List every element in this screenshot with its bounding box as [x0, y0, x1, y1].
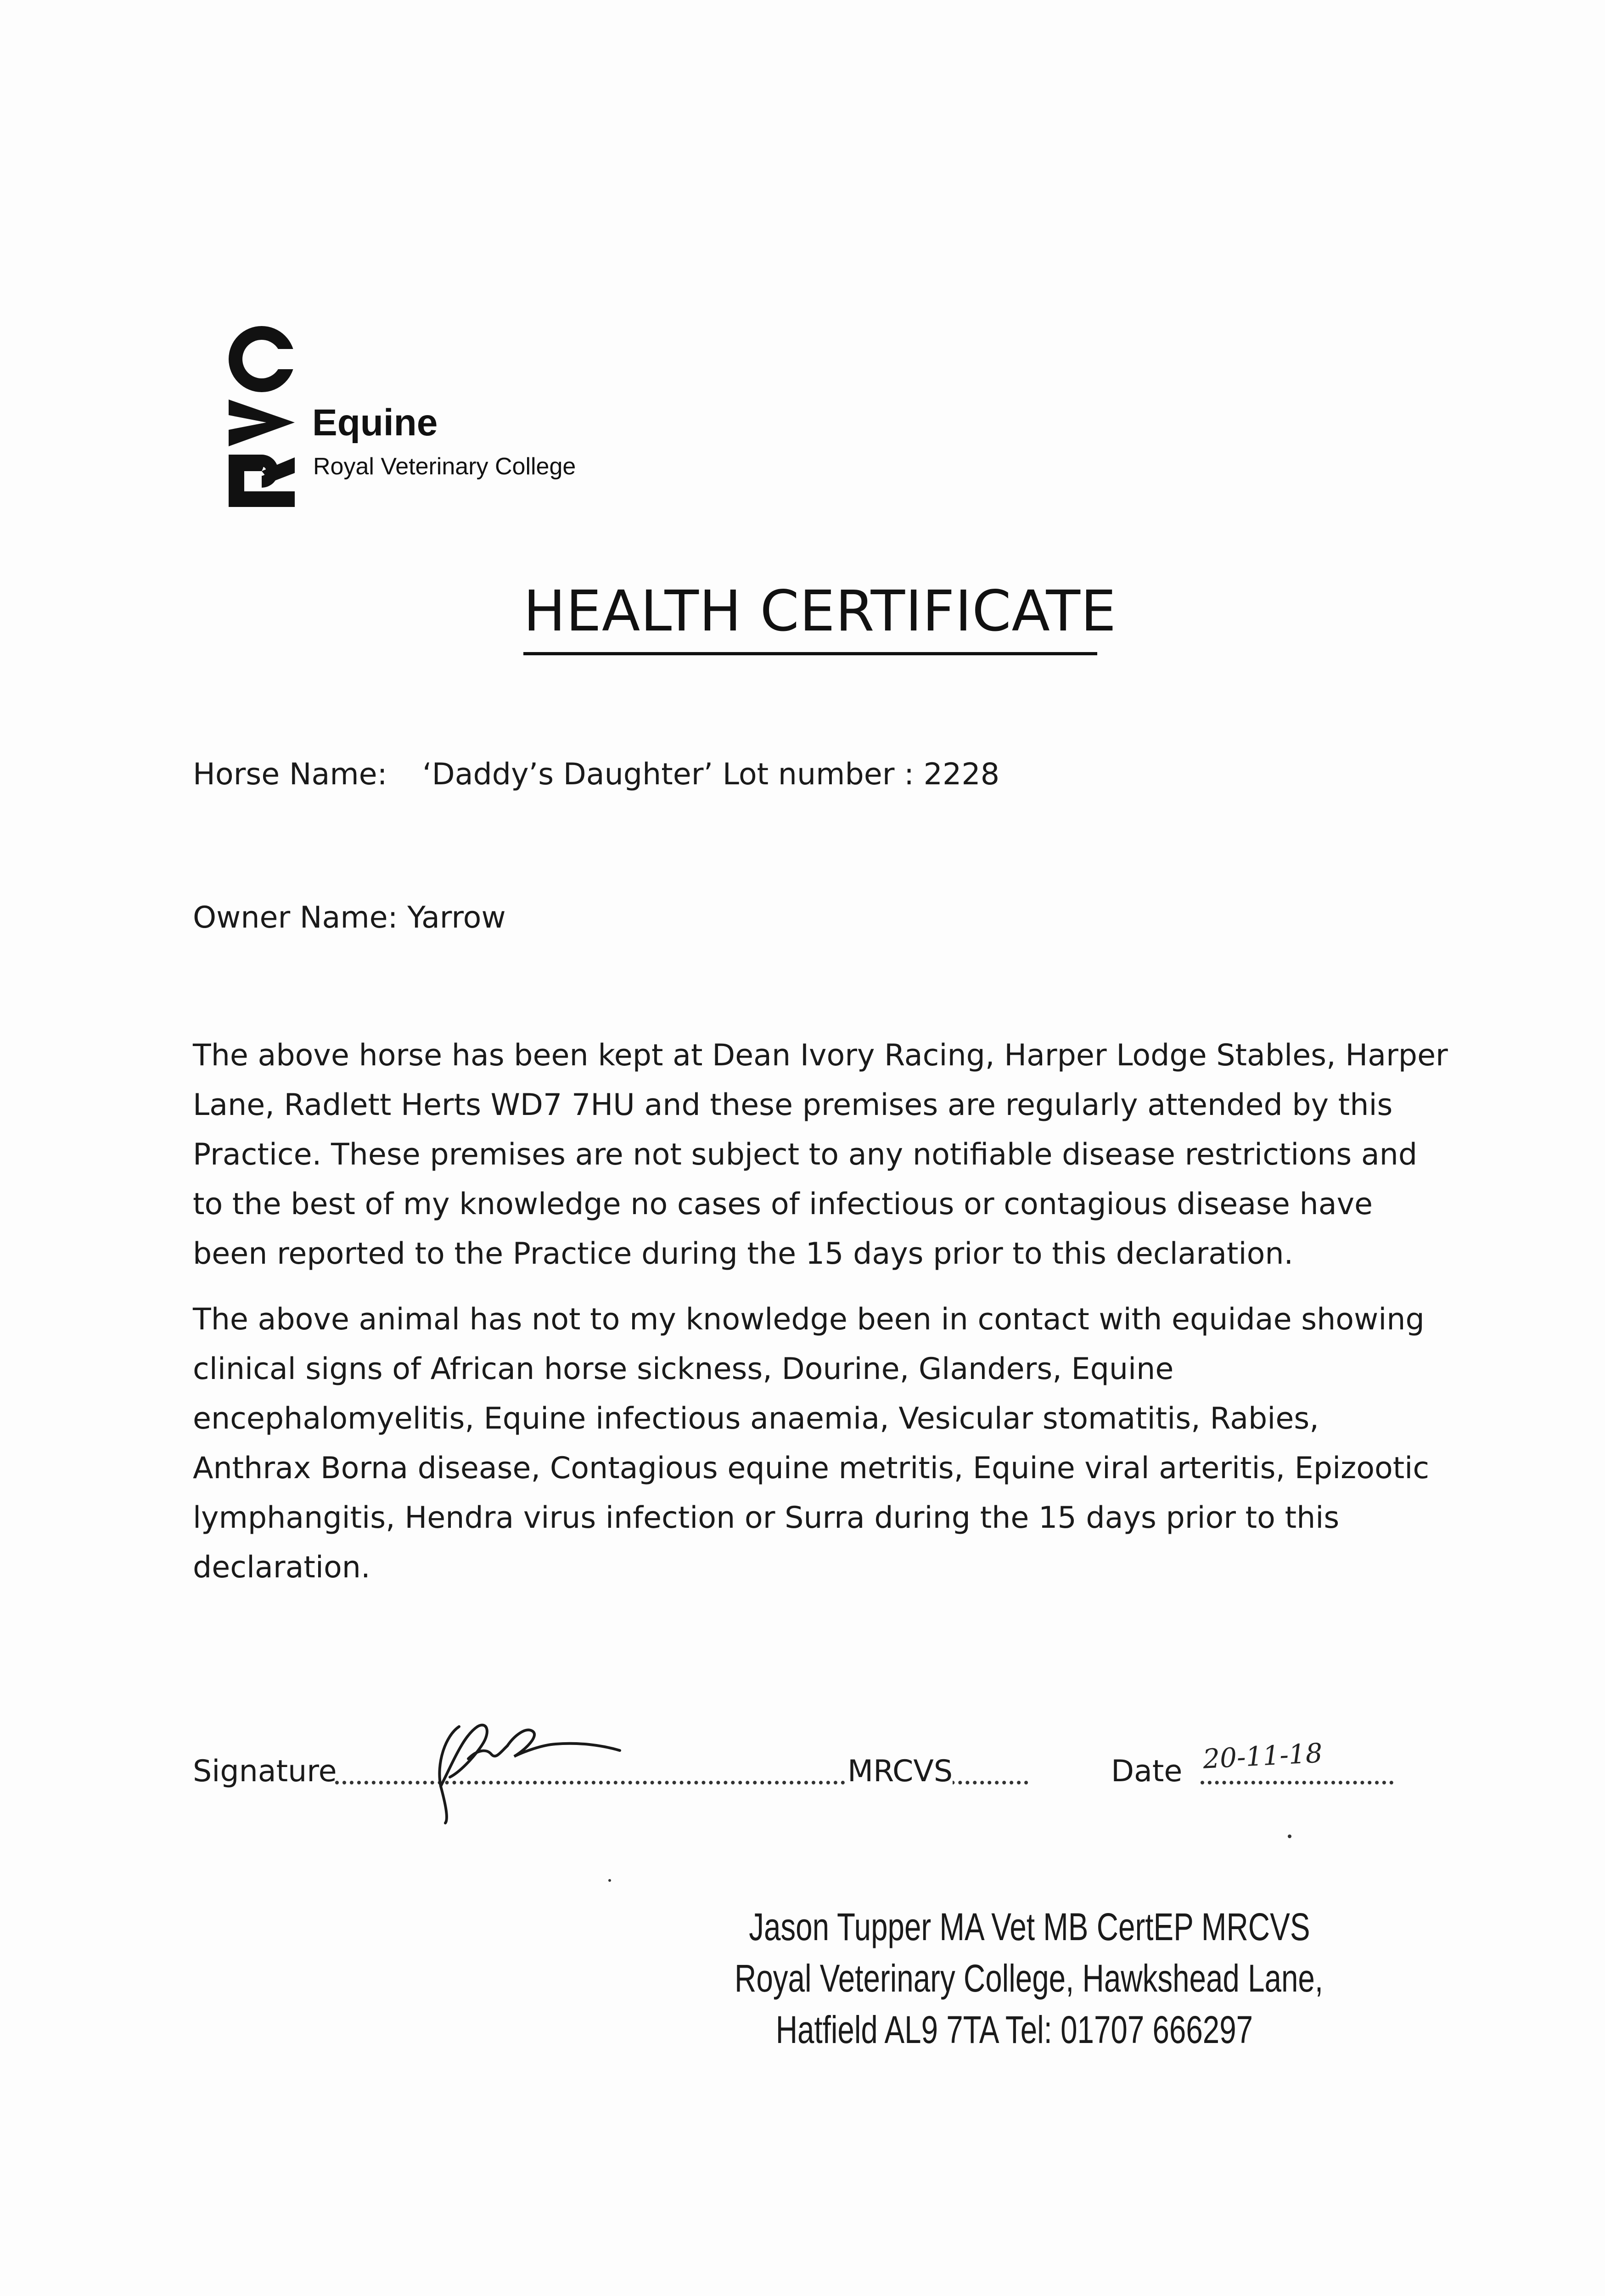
rvc-equine-logo	[216, 317, 675, 528]
signature-row	[193, 1737, 1432, 1800]
horse-name-label: Horse Name:	[193, 757, 387, 792]
paragraph-line: lymphangitis, Hendra virus infection or Surra during the 15 days prior to this	[193, 1501, 1340, 1535]
scan-speck	[608, 1879, 611, 1882]
contact-paragraph	[193, 1295, 1432, 1593]
paragraph-line: to the best of my knowledge no cases of infectious or contagious disease have	[193, 1187, 1373, 1221]
stamp-vet-name: Jason Tupper MA Vet MB CertEP MRCVS	[749, 1905, 1310, 1948]
paragraph-line: declaration.	[193, 1550, 370, 1585]
veterinarian-stamp	[735, 1901, 1324, 2055]
date-dotted-line	[1201, 1781, 1393, 1784]
paragraph-line: clinical signs of African horse sickness, Dourine, Glanders, Equine	[193, 1352, 1174, 1386]
handwritten-signature	[427, 1708, 629, 1828]
date-value-handwritten: 20-11-18	[1202, 1737, 1324, 1775]
page-title: HEALTH CERTIFICATE	[523, 579, 1117, 644]
premises-paragraph	[193, 1031, 1448, 1279]
paragraph-line: Anthrax Borna disease, Contagious equine metritis, Equine viral arteritis, Epizootic	[193, 1451, 1430, 1486]
rvc-logo-mark	[216, 317, 308, 528]
horse-name-value: ‘Daddy’s Daughter’ Lot number : 2228	[422, 757, 1000, 792]
mrcvs-label: MRCVS	[845, 1754, 953, 1789]
paragraph-line: encephalomyelitis, Equine infectious anaemia, Vesicular stomatitis, Rabies,	[193, 1401, 1319, 1436]
paragraph-line: The above horse has been kept at Dean Ivory Racing, Harper Lodge Stables, Harper	[193, 1038, 1448, 1073]
stamp-town-phone: Hatfield AL9 7TA Tel: 01707 666297	[775, 2008, 1253, 2051]
date-label: Date	[1111, 1754, 1183, 1789]
signature-label: Signature	[193, 1754, 337, 1789]
logo-equine-text: Equine	[312, 402, 438, 444]
paragraph-line: The above animal has not to my knowledge been in contact with equidae showing	[193, 1302, 1425, 1337]
paragraph-line: been reported to the Practice during the 15 days prior to this declaration.	[193, 1237, 1294, 1271]
scan-speck	[1288, 1835, 1291, 1838]
stamp-address: Royal Veterinary College, Hawkshead Lane,	[735, 1957, 1324, 2000]
paragraph-line: Practice. These premises are not subject to any notifiable disease restrictions and	[193, 1137, 1418, 1172]
owner-name-line: Owner Name: Yarrow	[193, 900, 506, 935]
title-underline	[523, 652, 1097, 655]
logo-college-text: Royal Veterinary College	[313, 453, 576, 480]
paragraph-line: Lane, Radlett Herts WD7 7HU and these premises are regularly attended by this	[193, 1088, 1393, 1122]
